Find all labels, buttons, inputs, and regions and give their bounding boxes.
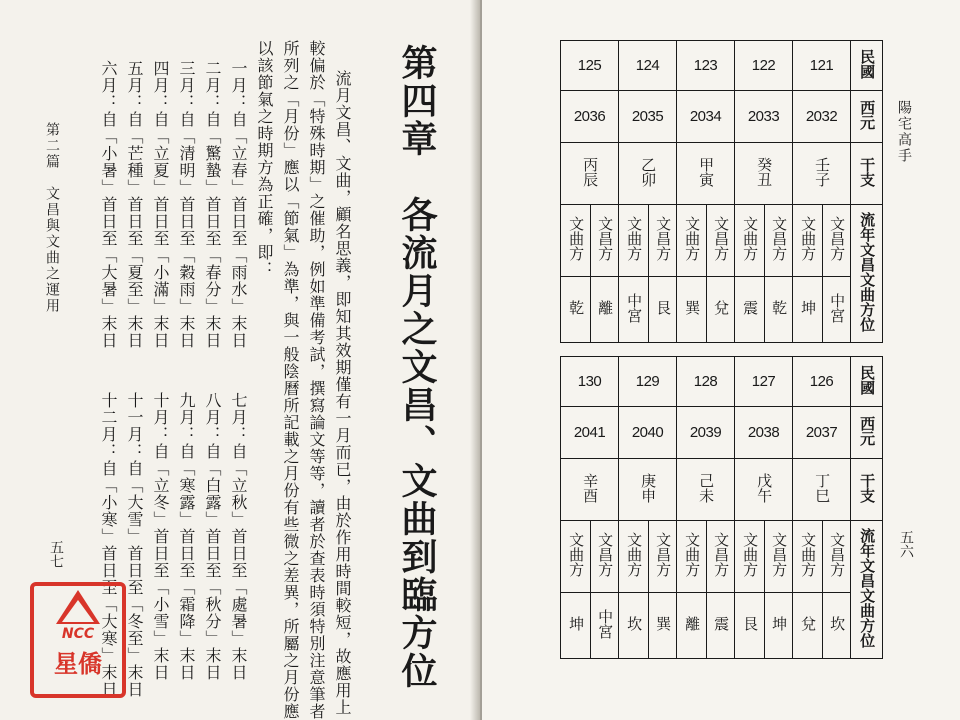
minguo-year: 130 — [561, 357, 619, 407]
wenqu-direction: 巽 — [677, 277, 707, 343]
ganzhi-cell: 庚申 — [619, 459, 677, 521]
wenchang-direction: 艮 — [649, 277, 677, 343]
wenqu-direction: 艮 — [735, 593, 765, 659]
ganzhi-cell: 己未 — [677, 459, 735, 521]
ganzhi-cell: 甲寅 — [677, 143, 735, 205]
wenqu-direction: 兌 — [793, 593, 823, 659]
wenqu-label: 文曲方 — [677, 521, 707, 593]
wenqu-direction: 坤 — [561, 593, 591, 659]
wenchang-direction: 中宮 — [591, 593, 619, 659]
xiyuan-header: 西元 — [851, 91, 883, 143]
month-column: 二月：自「驚蟄」首日至「春分」末日 — [203, 60, 222, 349]
wenchang-direction: 坎 — [823, 593, 851, 659]
xiyuan-header: 西元 — [851, 407, 883, 459]
wenqu-label: 文曲方 — [619, 521, 649, 593]
western-year: 2040 — [619, 407, 677, 459]
minguo-year: 122 — [735, 41, 793, 91]
wenqu-label: 文曲方 — [793, 521, 823, 593]
wenchang-direction: 兌 — [707, 277, 735, 343]
wenchang-direction: 乾 — [765, 277, 793, 343]
ganzhi-header: 干支 — [851, 143, 883, 205]
wenchang-direction: 震 — [707, 593, 735, 659]
right-running-head: 陽宅高手 — [896, 100, 912, 164]
wenchang-direction: 離 — [591, 277, 619, 343]
minguo-year: 123 — [677, 41, 735, 91]
fangwei-header: 流年文昌文曲方位 — [851, 205, 883, 343]
western-year: 2032 — [793, 91, 851, 143]
stamp-code: NCC — [61, 626, 95, 642]
wenchang-label: 文昌方 — [823, 521, 851, 593]
ganzhi-cell: 丁巳 — [793, 459, 851, 521]
wenqu-direction: 坎 — [619, 593, 649, 659]
right-folio: 五六 — [898, 530, 914, 558]
wenqu-label: 文曲方 — [677, 205, 707, 277]
wenqu-direction: 離 — [677, 593, 707, 659]
ganzhi-cell: 辛酉 — [561, 459, 619, 521]
month-column: 三月：自「清明」首日至「穀雨」末日 — [177, 60, 196, 349]
wenchang-label: 文昌方 — [591, 521, 619, 593]
ganzhi-cell: 乙卯 — [619, 143, 677, 205]
wenchang-label: 文昌方 — [765, 205, 793, 277]
wenchang-label: 文昌方 — [823, 205, 851, 277]
minguo-year: 128 — [677, 357, 735, 407]
wenqu-direction: 乾 — [561, 277, 591, 343]
wenchang-wenqu-table-1 — [560, 40, 883, 343]
month-column: 五月：自「芒種」首日至「夏至」末日 — [125, 60, 144, 349]
western-year: 2033 — [735, 91, 793, 143]
wenqu-label: 文曲方 — [793, 205, 823, 277]
wenqu-label: 文曲方 — [619, 205, 649, 277]
wenqu-direction: 坤 — [793, 277, 823, 343]
minguo-year: 125 — [561, 41, 619, 91]
month-column: 十一月：自「大雪」首日至「冬至」末日 — [125, 392, 144, 698]
minguo-header: 民國 — [851, 357, 883, 407]
minguo-year: 126 — [793, 357, 851, 407]
ganzhi-cell: 癸丑 — [735, 143, 793, 205]
fangwei-header: 流年文昌文曲方位 — [851, 521, 883, 659]
wenqu-label: 文曲方 — [735, 205, 765, 277]
wenchang-label: 文昌方 — [765, 521, 793, 593]
left-running-head: 第二篇 文昌與文曲之運用 — [44, 122, 60, 314]
right-page — [482, 0, 960, 720]
western-year: 2037 — [793, 407, 851, 459]
minguo-year: 121 — [793, 41, 851, 91]
month-column: 十二月：自「小寒」首日至「大寒」末日 — [99, 392, 118, 698]
western-year: 2038 — [735, 407, 793, 459]
minguo-year: 124 — [619, 41, 677, 91]
western-year: 2034 — [677, 91, 735, 143]
wenqu-label: 文曲方 — [561, 521, 591, 593]
wenchang-direction: 坤 — [765, 593, 793, 659]
body-text-column: 流月文昌、文曲，顧名思義，即知其效期僅有一月而已，由於作用時間較短，故應用上 — [333, 70, 352, 716]
minguo-year: 127 — [735, 357, 793, 407]
left-folio: 五七 — [48, 540, 64, 568]
wenqu-label: 文曲方 — [561, 205, 591, 277]
month-column: 六月：自「小暑」首日至「大暑」末日 — [99, 60, 118, 349]
western-year: 2035 — [619, 91, 677, 143]
wenchang-wenqu-table-2 — [560, 356, 883, 659]
month-column: 八月：自「白露」首日至「秋分」末日 — [203, 392, 222, 681]
body-text-column: 以該節氣之時期方為正確，即： — [255, 40, 274, 278]
month-column: 十月：自「立冬」首日至「小雪」末日 — [151, 392, 170, 681]
minguo-year: 129 — [619, 357, 677, 407]
ganzhi-header: 干支 — [851, 459, 883, 521]
month-column: 七月：自「立秋」首日至「處暑」末日 — [229, 392, 248, 681]
wenchang-direction: 中宮 — [823, 277, 851, 343]
month-column: 一月：自「立春」首日至「雨水」末日 — [229, 60, 248, 349]
wenqu-label: 文曲方 — [735, 521, 765, 593]
wenchang-direction: 巽 — [649, 593, 677, 659]
ganzhi-cell: 丙辰 — [561, 143, 619, 205]
ncc-logo-stamp — [30, 582, 126, 698]
western-year: 2039 — [677, 407, 735, 459]
stamp-brand: 星僑 — [54, 650, 102, 678]
body-text-column: 所列之「月份」應以「節氣」為準，與一般陰曆所記載之月份有些微之差異，所屬之月份應 — [281, 40, 300, 720]
ganzhi-cell: 壬子 — [793, 143, 851, 205]
wenchang-label: 文昌方 — [707, 521, 735, 593]
body-text-column: 較偏於「特殊時期」之催助，例如準備考試，撰寫論文等等，讀者於查表時須特別注意筆者 — [307, 40, 326, 720]
western-year: 2036 — [561, 91, 619, 143]
month-column: 九月：自「寒露」首日至「霜降」末日 — [177, 392, 196, 681]
wenqu-direction: 中宮 — [619, 277, 649, 343]
chapter-title: 第四章 各流月之文昌、文曲到臨方位 — [396, 44, 438, 690]
wenchang-label: 文昌方 — [649, 521, 677, 593]
wenqu-direction: 震 — [735, 277, 765, 343]
wenchang-label: 文昌方 — [649, 205, 677, 277]
wenchang-label: 文昌方 — [707, 205, 735, 277]
wenchang-label: 文昌方 — [591, 205, 619, 277]
month-column: 四月：自「立夏」首日至「小滿」末日 — [151, 60, 170, 349]
minguo-header: 民國 — [851, 41, 883, 91]
ganzhi-cell: 戊午 — [735, 459, 793, 521]
western-year: 2041 — [561, 407, 619, 459]
